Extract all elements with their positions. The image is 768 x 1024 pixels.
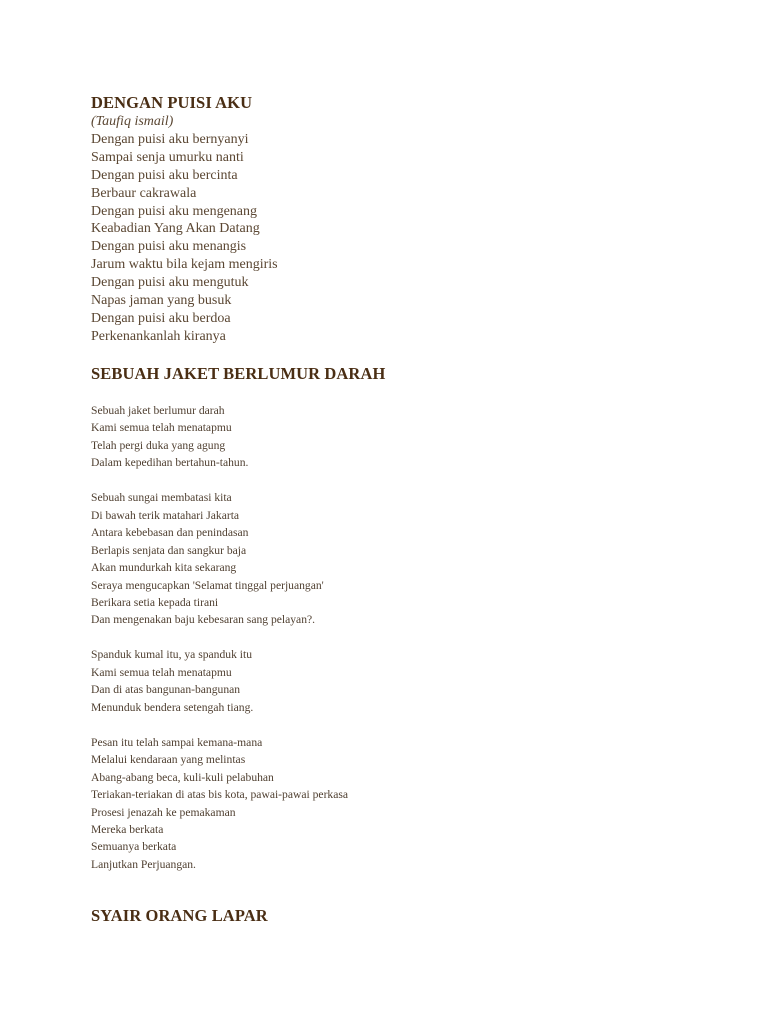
- poem-line: Sebuah jaket berlumur darah: [91, 404, 225, 417]
- poem-line: Sebuah sungai membatasi kita: [91, 491, 232, 505]
- poem-line: Dengan puisi aku bernyanyi: [91, 131, 249, 147]
- stanza: [91, 646, 348, 716]
- poem-line: Prosesi jenazah ke pemakaman: [91, 805, 236, 819]
- stanza: [91, 402, 348, 472]
- poem-line: Sampai senja umurku nanti: [91, 149, 244, 165]
- poem-line: Berlapis senjata dan sangkur baja: [91, 543, 247, 557]
- poem-line: Pesan itu telah sampai kemana-mana: [91, 735, 263, 749]
- poem-sebuah-jaket-berlumur-darah: [91, 402, 348, 891]
- poem-line: Kami semua telah menatapmu: [91, 421, 232, 435]
- poem-line: Semuanya berkata: [91, 840, 177, 854]
- poem-line: Mereka berkata: [91, 823, 164, 837]
- poem-line: Antara kebebasan dan penindasan: [91, 526, 249, 540]
- poem-line: Jarum waktu bila kejam mengiris: [91, 257, 278, 273]
- poem-line: Dengan puisi aku mengenang: [91, 203, 258, 219]
- stanza: [91, 489, 348, 629]
- poem-line: Napas jaman yang busuk: [91, 293, 232, 309]
- poem-line: Berbaur cakrawala: [91, 185, 197, 201]
- poem-line: Telah pergi duka yang agung: [91, 438, 226, 452]
- poem-line: Akan mundurkah kita sekarang: [91, 561, 237, 575]
- poem-dengan-puisi-aku: [91, 113, 278, 346]
- poem-line: Lanjutkan Perjuangan.: [91, 857, 196, 871]
- poem-line: Kami semua telah menatapmu: [91, 665, 232, 679]
- poem-lines: [91, 131, 278, 346]
- poem-line: Menunduk bendera setengah tiang.: [91, 700, 254, 714]
- poem-line: Berikara setia kepada tirani: [91, 596, 219, 610]
- poem-line: Dengan puisi aku menangis: [91, 239, 247, 255]
- poem-title-dengan-puisi-aku: DENGAN PUISI AKU: [91, 93, 253, 112]
- poem-line: Di bawah terik matahari Jakarta: [91, 508, 240, 522]
- poem-line: Dengan puisi aku mengutuk: [91, 275, 249, 291]
- poem-line: Teriakan-teriakan di atas bis kota, pawai-pawai perkasa: [91, 788, 349, 802]
- poem-line: Dengan puisi aku bercinta: [91, 167, 238, 183]
- poem-author: (Taufiq ismail): [91, 114, 174, 129]
- poem-line: Perkenankanlah kiranya: [91, 328, 226, 344]
- poem-title-sebuah-jaket: SEBUAH JAKET BERLUMUR DARAH: [91, 364, 386, 383]
- poem-line: Dan di atas bangunan-bangunan: [91, 683, 241, 697]
- poem-title-syair-orang-lapar: SYAIR ORANG LAPAR: [91, 906, 268, 925]
- poem-line: Keabadian Yang Akan Datang: [91, 221, 260, 237]
- poem-line: Seraya mengucapkan 'Selamat tinggal perjuangan': [91, 578, 324, 592]
- poem-line: Melalui kendaraan yang melintas: [91, 753, 246, 767]
- poem-line: Dan mengenakan baju kebesaran sang pelayan?.: [91, 613, 316, 627]
- stanza: [91, 734, 348, 874]
- poem-line: Spanduk kumal itu, ya spanduk itu: [91, 648, 253, 662]
- poem-line: Dalam kepedihan bertahun-tahun.: [91, 456, 249, 470]
- poem-line: Abang-abang beca, kuli-kuli pelabuhan: [91, 770, 274, 784]
- poem-line: Dengan puisi aku berdoa: [91, 310, 231, 326]
